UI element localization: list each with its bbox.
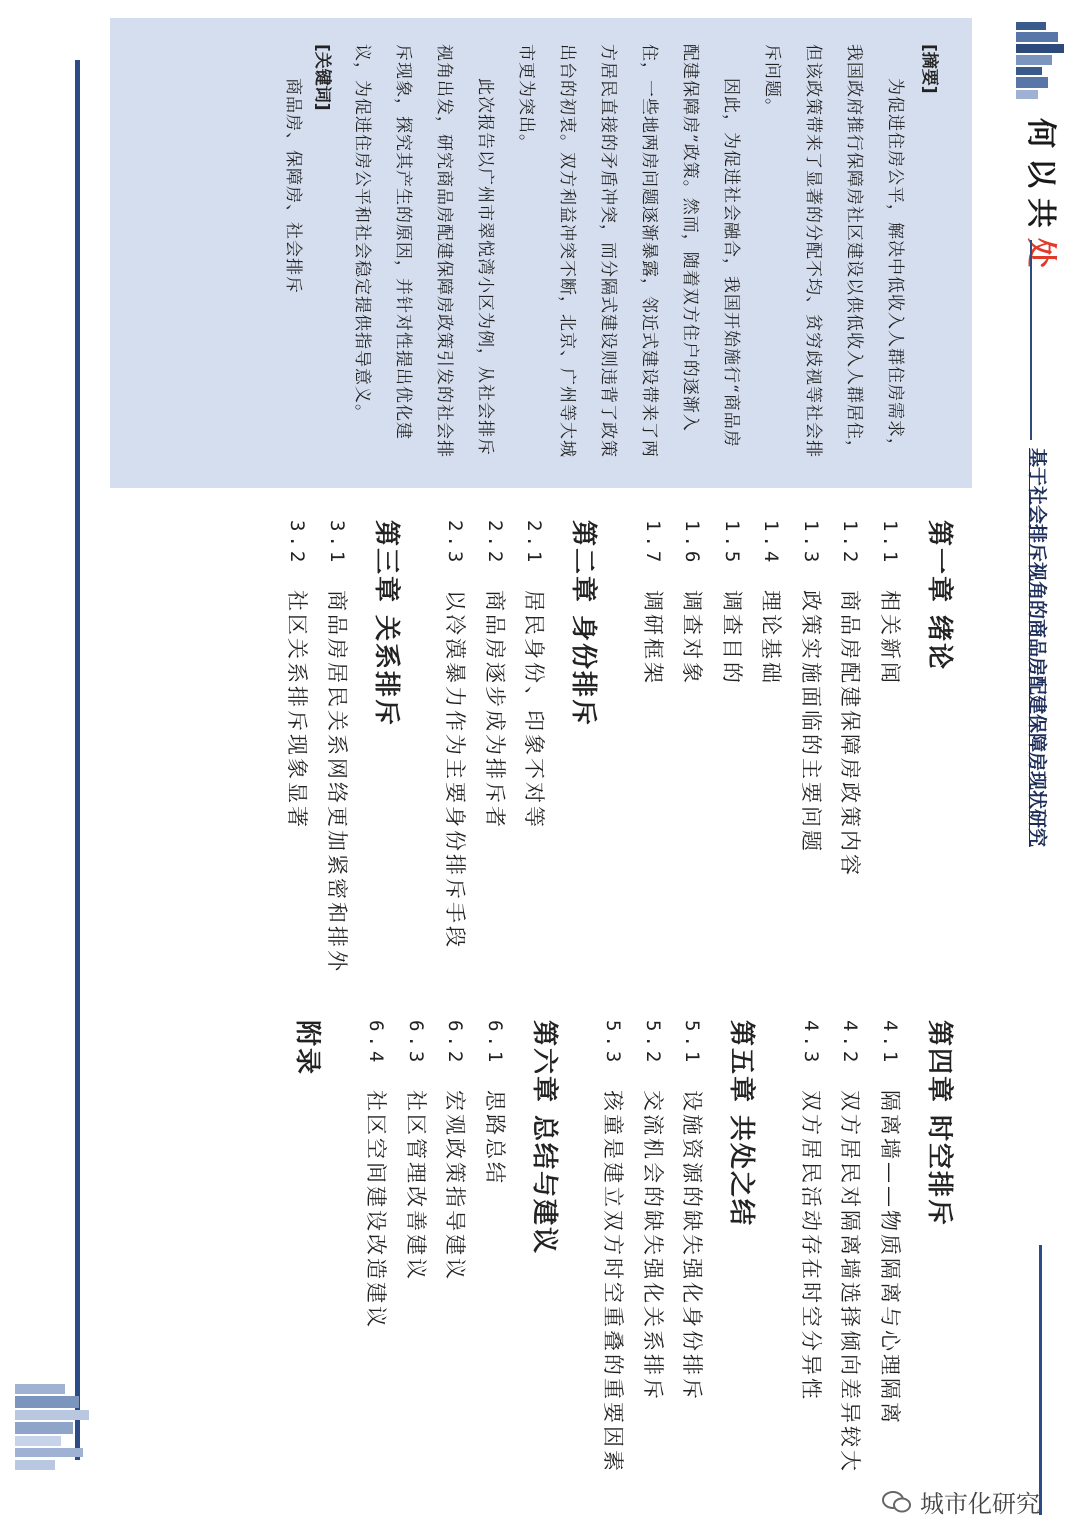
toc-text: 孩童是建立双方时空重叠的重要因素 <box>601 1090 626 1474</box>
toc-num: 2.2 <box>484 520 506 567</box>
brand-red-char: 处 <box>1023 238 1058 278</box>
toc-num: 3.1 <box>326 520 348 567</box>
toc-num: 1.7 <box>642 520 664 567</box>
brand-text: 何以共 <box>1023 118 1058 238</box>
toc-item <box>672 520 712 1020</box>
toc-item <box>870 1020 910 1500</box>
wechat-icon <box>882 1490 912 1514</box>
toc-item <box>712 520 752 1020</box>
toc-text: 思路总结 <box>483 1090 507 1186</box>
chapter-heading: 第三章 关系排斥 <box>371 520 401 728</box>
toc-item <box>277 520 317 1020</box>
toc-num: 6.2 <box>444 1020 467 1067</box>
toc-text: 理论基础 <box>759 590 784 686</box>
toc-num: 1.5 <box>721 520 743 567</box>
toc-text: 交流机会的缺失强化关系排斥 <box>641 1090 665 1402</box>
abstract-box <box>110 18 972 488</box>
toc-text: 以冷漠暴力作为主要身份排斥手段 <box>443 590 468 950</box>
toc-num: 2.3 <box>444 520 467 567</box>
toc-num: 3.2 <box>286 520 309 567</box>
toc-num: 5.1 <box>681 1020 704 1067</box>
toc-text: 调查对象 <box>680 590 705 686</box>
toc-text: 商品房逐步成为排斥者 <box>483 590 507 830</box>
toc-column-right <box>277 1020 960 1500</box>
toc-num: 6.3 <box>405 1020 427 1067</box>
chapter-heading: 第五章 共处之结 <box>726 1020 757 1228</box>
toc-item <box>317 520 357 1020</box>
toc-num: 5.3 <box>602 1020 625 1067</box>
header-right-rule <box>1039 1245 1042 1515</box>
chapter-heading: 第六章 总结与建议 <box>529 1020 559 1256</box>
chapter-heading: 第四章 时空排斥 <box>924 1020 954 1228</box>
toc-text: 双方居民活动存在时空分异性 <box>799 1090 823 1402</box>
toc-item <box>633 1020 673 1500</box>
toc-item <box>435 1020 475 1500</box>
toc-item <box>751 520 791 1020</box>
toc-item <box>791 520 831 1020</box>
toc-text: 宏观政策指导建议 <box>443 1090 468 1282</box>
chapter-heading: 附录 <box>292 1020 322 1077</box>
toc-item <box>475 1020 515 1500</box>
toc-item <box>514 520 554 1020</box>
toc-text: 相关新闻 <box>878 590 902 686</box>
skyline-logo-icon <box>1016 18 1068 108</box>
toc-text: 调查目的 <box>720 590 744 686</box>
toc-text: 双方居民对隔离墙选择倾向差异较大 <box>838 1090 863 1474</box>
toc-num: 1.6 <box>681 520 704 567</box>
toc-item <box>356 1020 396 1500</box>
chapter-heading: 第二章 身份排斥 <box>568 520 599 728</box>
toc-text: 商品房居民关系网络更加紧密和排外 <box>325 590 349 974</box>
toc-text: 政策实施面临的主要问题 <box>799 590 823 854</box>
toc-text: 社区管理改善建议 <box>404 1090 428 1282</box>
toc-item <box>830 1020 870 1500</box>
toc-num: 1.2 <box>839 520 862 567</box>
chapter-heading: 第一章 绪论 <box>924 520 954 672</box>
toc-num: 6.4 <box>365 1020 388 1067</box>
toc-item <box>672 1020 712 1500</box>
skyline-corner-icon <box>15 1378 95 1478</box>
toc-num: 4.3 <box>800 1020 822 1067</box>
toc-item <box>435 520 475 1020</box>
toc-text: 隔离墙——物质隔离与心理隔离 <box>878 1090 902 1426</box>
toc-item <box>791 1020 831 1500</box>
abstract-paragraph: 因此，为促进社会融合，我国开始施行“商品房配建保障房”政策。然而，随着双方住户的逐渐入住，一些地两房问题逐渐暴露，邻近式建设带来了两方居民直接的矛盾冲突，而分隔式建设则违背了政策出台的初衷。双方利益冲突不断，北京、广州等大城市更为突出。 <box>516 44 741 458</box>
abstract-paragraph: 为促进住房公平，解决中低收入人群住房需求，我国政府推行保障房社区建设以供低收入人群居住，但该政策带来了显著的分配不均、贫穷歧视等社会排斥问题。 <box>762 44 905 458</box>
abstract-label: [摘要] <box>919 44 939 94</box>
toc-text: 社区关系排斥现象显著 <box>285 590 310 830</box>
header-rule <box>1030 240 1032 440</box>
toc-item <box>396 1020 436 1500</box>
toc-num: 1.3 <box>800 520 822 567</box>
toc-num: 1.1 <box>879 520 901 567</box>
toc-num: 4.2 <box>839 1020 862 1067</box>
toc-item <box>633 520 673 1020</box>
brand-name <box>1022 118 1066 278</box>
toc-num: 5.2 <box>642 1020 664 1067</box>
toc-text: 调研框架 <box>641 590 665 686</box>
toc-item <box>830 520 870 1020</box>
toc-column-left <box>277 520 960 1020</box>
toc-text: 商品房配建保障房政策内容 <box>838 590 863 878</box>
report-title: 基于社会排斥视角的商品房配建保障房现状研究 <box>1026 448 1048 848</box>
toc-num: 6.1 <box>484 1020 506 1067</box>
keywords-label: [关键词] <box>312 44 332 111</box>
toc-item <box>475 520 515 1020</box>
watermark <box>882 1484 1040 1519</box>
toc-num: 4.1 <box>879 1020 901 1067</box>
keywords: 商品房、保障房、社会排斥 <box>283 78 303 294</box>
toc-text: 社区空间建设改造建议 <box>364 1090 389 1330</box>
toc-item <box>870 520 910 1020</box>
toc-num: 1.4 <box>760 520 783 567</box>
toc-text: 居民身份、印象不对等 <box>522 590 547 830</box>
toc-num: 2.1 <box>523 520 546 567</box>
toc-text: 设施资源的缺失强化身份排斥 <box>680 1090 705 1402</box>
abstract-paragraph: 此次报告以广州市翠悦湾小区为例，从社会排斥视角出发，研究商品房配建保障房政策引发的社会排斥现象，探究其产生的原因，并针对性提出优化建议，为促进住房公平和社会稳定提供指导意义。 <box>352 44 495 458</box>
right-edge-bar <box>75 60 80 1460</box>
toc-item <box>593 1020 633 1500</box>
watermark-text: 城市化研究 <box>920 1490 1040 1518</box>
